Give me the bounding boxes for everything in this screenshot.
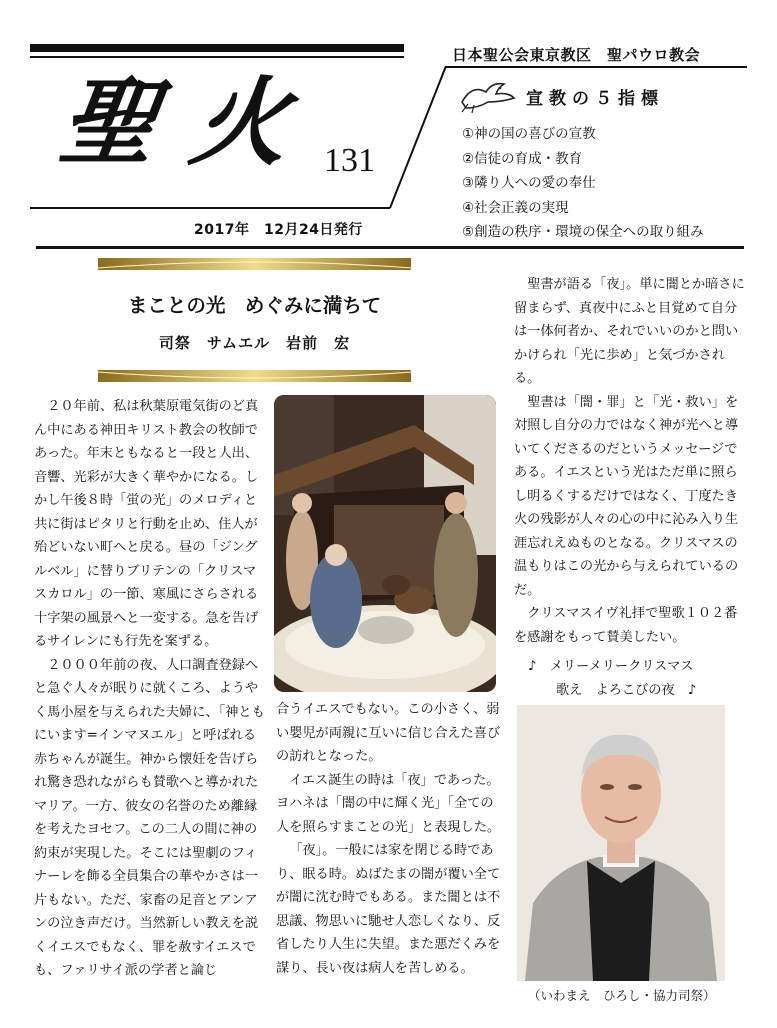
paragraph: ２０００年前の夜、人口調査登録へと急ぐ人々が眠りに就くころ、ようやく馬小屋を与えられた夫婦に、「神ともにいます=インマヌエル」と呼ばれる赤ちゃんが誕生。神から懐妊を告げられ驚き恐れながらも賛歌へと導かれたマリア。一方、彼女の名誉のため離縁を考えたヨセフ。この二人の間に神の約束が実現した。そこには聖劇のフィナーレを飾る全員集合の華やかさは一片もない。ただ、家畜の足音とアンアンの泣き声だけ。当然新しい教えを説くイエスでもなく、罪を赦すイエスでも、ファリサイ派の学者と論じ bbox=[34, 657, 265, 978]
mission-item: ①神の国の喜びの宣教 bbox=[462, 126, 596, 142]
mission-item: ⑤創造の秩序・環境の保全への取り組み bbox=[462, 224, 704, 241]
paragraph: 聖書が語る「夜」。単に闇とか暗さに留まらず、真夜中にふと目覚めて自分は一体何者か、それでいいのかと問いかけられ「光に歩め」と気づかされる。 bbox=[514, 277, 745, 386]
header-divider bbox=[36, 246, 744, 249]
mission-box-top-rule bbox=[445, 66, 747, 68]
masthead-thick-rule bbox=[30, 44, 404, 52]
article-column-3 bbox=[514, 273, 748, 649]
paragraph: 「夜」。一般には家を閉じる時であり、眠る時。ぬばたまの闇が覆い全てが闇に沈む時でもある。また闇とは不思議、物思いに馳せ人恋しくなり、反省したり人生に失望。また悪だくみを謀り、長い夜は病人を苦しめる。 bbox=[276, 843, 501, 976]
masthead-bottom-rule bbox=[30, 207, 390, 209]
church-name: 日本聖公会東京教区 聖パウロ教会 bbox=[452, 46, 701, 64]
article-headline: まことの光 めぐみに満ちて bbox=[127, 294, 382, 317]
newsletter-title: 聖火 bbox=[52, 66, 333, 179]
article-column-1 bbox=[34, 395, 268, 983]
article-byline: 司祭 サムエル 岩前 宏 bbox=[158, 334, 351, 352]
gold-banner-bottom bbox=[98, 370, 411, 382]
portrait-caption: （いわまえ ひろし・協力司祭） bbox=[528, 988, 716, 1003]
paragraph: 合うイエスでもない。この小さく、弱い嬰児が両親に互いに信じ合えた喜びの訪れとなった。 bbox=[276, 702, 501, 764]
paragraph: クリスマスイヴ礼拝で聖歌１０２番を感謝をもって賛美したい。 bbox=[514, 606, 738, 645]
mission-item: ④社会正義の実現 bbox=[462, 199, 569, 216]
masthead-thin-rule bbox=[30, 56, 404, 58]
article-column-2 bbox=[276, 698, 502, 980]
nativity-photo bbox=[274, 395, 496, 692]
paragraph: イエス誕生の時は「夜」であった。ヨハネは「闇の中に輝く光」「全ての人を照らすまことの光」と表現した。 bbox=[276, 772, 501, 835]
publish-date: 2017年 12月24日発行 bbox=[194, 222, 363, 238]
mission-header bbox=[458, 78, 664, 114]
paragraph: ２０年前、私は秋葉原電気街のど真ん中にある神田キリスト教会の牧師であった。年末ともなると一段と人出、音響、光彩が大きく華やかになる。しかし午後８時「蛍の光」のメロディと共に街はピタリと行動を止め、住人が殆どいない町へと戻る。昼の「ジングルベル」に替りブリテンの「クリスマスカロル」の一節、寒風にさらされる十字架の風景へと一変する。急を告げるサイレンにも行先を案ずる。 bbox=[34, 399, 259, 649]
dove-icon bbox=[458, 78, 516, 114]
gold-banner-top bbox=[98, 258, 411, 270]
mission-title: 宣教の５指標 bbox=[526, 88, 664, 109]
paragraph: 聖書は「闇・罪」と「光・救い」を対照し自分の力ではなく神が光へと導いてくださるのだというメッセージである。イエスという光はただ単に照らし明るくするだけではなく、丁度たき火の残影が人々の心の中に沁み入り生涯忘れえぬものとなる。クリスマスの温もりはこの光から与えられているのだ。 bbox=[514, 394, 739, 598]
priest-portrait bbox=[517, 705, 725, 981]
mission-item: ③隣り人への愛の奉仕 bbox=[462, 175, 596, 192]
mission-item: ②信徒の育成・教育 bbox=[462, 150, 583, 167]
hymn-lyrics bbox=[528, 655, 696, 702]
issue-number: 131 bbox=[324, 142, 375, 179]
mission-list bbox=[462, 122, 704, 245]
lyric-line: 歌え よろこびの夜 ♪ bbox=[556, 682, 697, 698]
lyric-line: ♪ メリーメリークリスマス bbox=[528, 659, 694, 674]
